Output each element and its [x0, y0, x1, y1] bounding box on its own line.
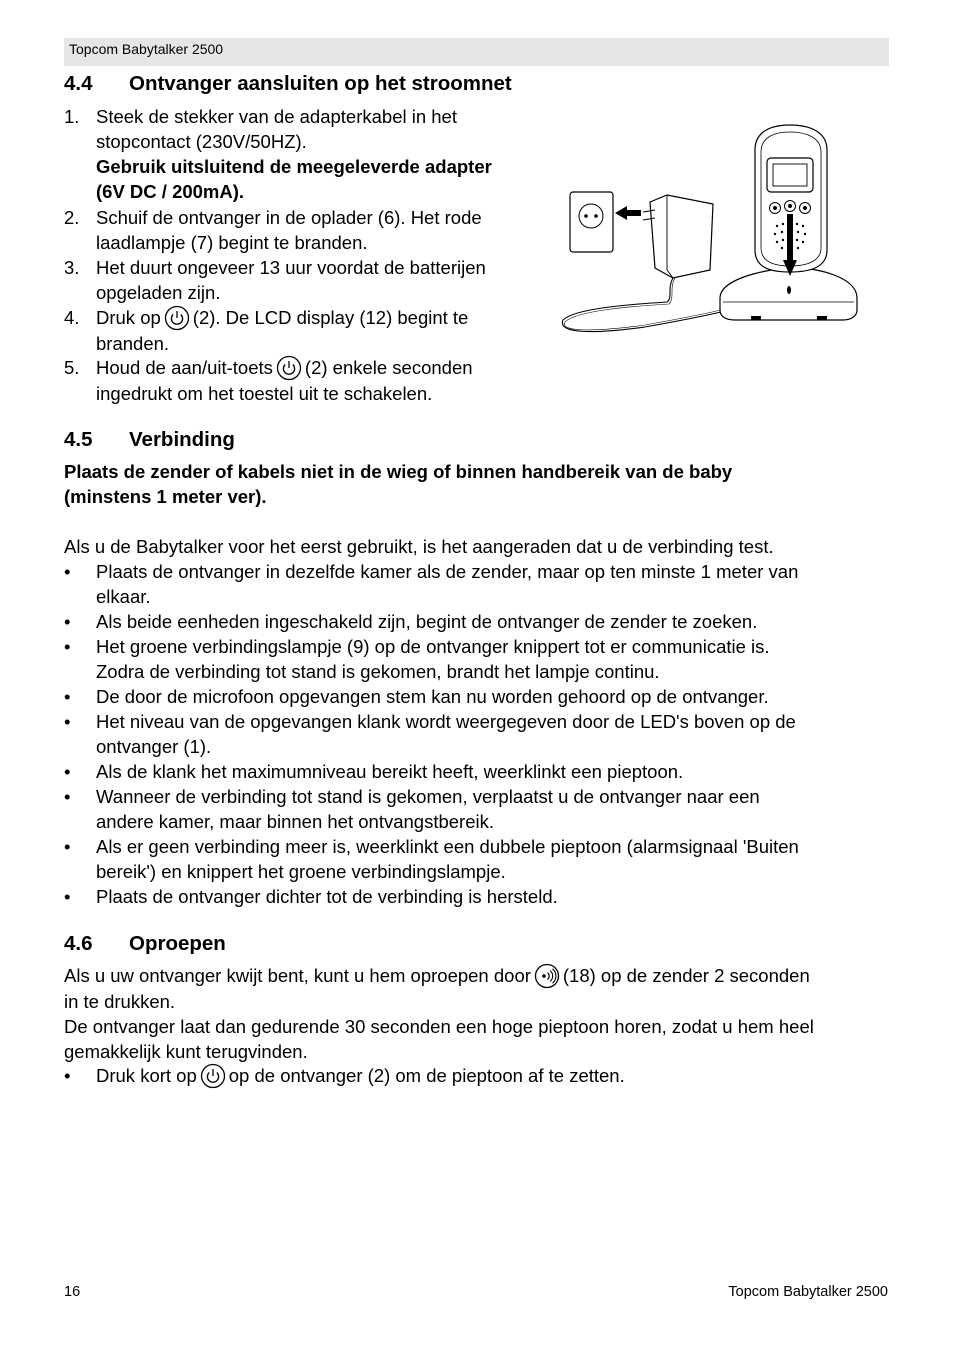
section-heading-4-5: 4.5 Verbinding: [64, 428, 235, 451]
section-heading-4-4: 4.4 Ontvanger aansluiten op het stroomnet: [64, 72, 512, 95]
page-call-icon: [534, 963, 560, 989]
receiver-charger-illustration: [555, 120, 865, 345]
footer-title: Topcom Babytalker 2500: [728, 1284, 888, 1300]
running-header: [64, 38, 889, 66]
section-heading-4-6: 4.6 Oproepen: [64, 932, 226, 955]
paging-paragraph: Als u uw ontvanger kwijt bent, kunt u hem oproepen door (18) op de zender 2 seconden in te drukken. De ontvanger laat dan gedurende 30 seconden een hoge pieptoon horen, zodat u hem heel gemakkelijk kunt terugvinden.: [64, 965, 814, 1062]
power-button-icon: [276, 355, 302, 381]
power-button-icon: [164, 305, 190, 331]
power-button-icon: [200, 1063, 226, 1089]
intro-paragraph: Als u de Babytalker voor het eerst gebruikt, is het aangeraden dat u de verbinding test.: [64, 536, 774, 557]
page-number: 16: [64, 1284, 81, 1300]
header-title: Topcom Babytalker 2500: [69, 41, 224, 57]
safety-warning: Plaats de zender of kabels niet in de wieg of binnen handbereik van de baby (minstens 1 meter ver).: [64, 461, 733, 507]
